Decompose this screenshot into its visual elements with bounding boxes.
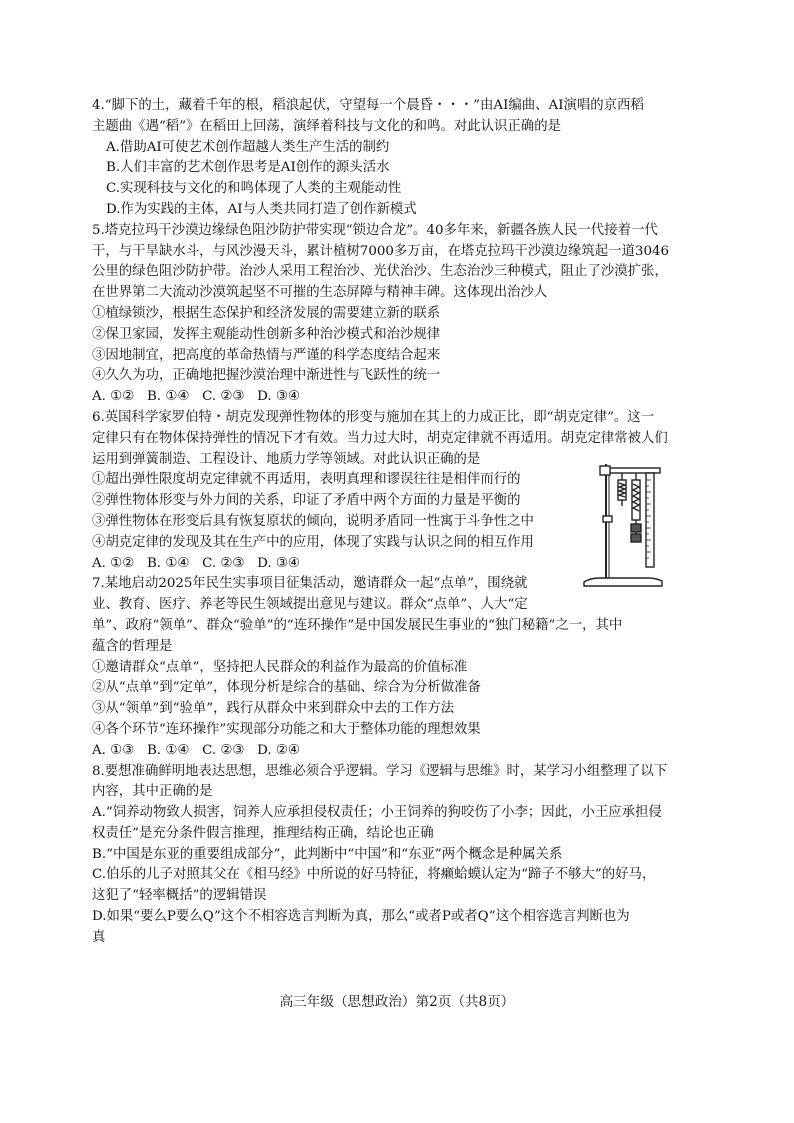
q7-item-4: ④各个环节“连环操作”实现部分功能之和大于整体功能的理想效果 [92,721,481,737]
q4-option-b: B.人们丰富的艺术创作思考是AI创作的源头活水 [106,160,390,176]
q7-item-1: ①邀请群众“点单”，坚持把人民群众的利益作为最高的价值标准 [92,659,468,675]
q5-item-2: ②保卫家园，发挥主观能动性创新多种治沙模式和治沙规律 [92,326,441,342]
q6-stem-line-2: 定律只有在物体保持弹性的情况下才有效。当力过大时，胡克定律就不再适用。胡克定律常被人们 [92,430,668,446]
q4-option-a: A.借助AI可使艺术创作超越人类生产生活的制约 [106,139,390,155]
q8-stem-line-2: 内容，其中正确的是 [92,784,213,800]
page-footer: 高三年级（思想政治）第2页（共8页） [279,994,515,1010]
q6-item-1: ①超出弹性限度胡克定律就不再适用，表明真理和谬误往往是相伴而行的 [92,472,521,488]
q8-line-2: 权责任”是充分条件假言推理，推理结构正确，结论也正确 [92,825,434,841]
q7-item-2: ②从“点单”到“定单”，体现分析是综合的基础、综合为分析做准备 [92,680,481,696]
q8-stem-line-1: 8.要想准确鲜明地表达思想，思维必须合乎逻辑。学习《逻辑与思维》时，某学习小组整理了以下 [92,763,668,779]
q7-answers: A. ①③ B. ①④ C. ②③ D. ②④ [92,742,300,758]
q8-line-1: A.“饲养动物致人损害，饲养人应承担侵权责任；小王饲养的狗咬伤了小李；因此，小王应承担侵 [92,805,662,821]
q6-stem-line-3: 运用到弹簧制造、工程设计、地质力学等领域。对此认识正确的是 [92,451,481,467]
q8-line-4: C.伯乐的儿子对照其父在《相马经》中所说的好马特征，将癞蛤蟆认定为“蹄子不够大”的好马， [92,867,656,883]
q4-option-d: D.作为实践的主体，AI与人类共同打造了创作新模式 [106,201,417,217]
q6-item-4: ④胡克定律的发现及其在生产中的应用，体现了实践与认识之间的相互作用 [92,534,534,550]
q7-item-3: ③从“领单”到“验单”，践行从群众中来到群众中去的工作方法 [92,701,455,717]
question-8 [92,762,712,949]
q4-stem-line-2: 主题曲《遇“稻”》在稻田上回荡，演绎着科技与文化的和鸣。对此认识正确的是 [92,118,561,134]
q5-item-1: ①植绿锁沙，根据生态保护和经济发展的需要建立新的联系 [92,305,441,321]
q7-stem-line-2: 业、教育、医疗、养老等民生领域提出意见与建议。群众“点单”、人大“定 [92,597,528,613]
q6-answers: A. ①② B. ①④ C. ②③ D. ③④ [92,555,300,571]
question-4 [92,96,712,221]
q5-stem-line-2: 干，与干旱缺水斗，与风沙漫天斗，累计植树7000多万亩，在塔克拉玛干沙漠边缘筑起一道3046 [92,243,669,259]
q4-option-c: C.实现科技与文化的和鸣体现了人类的主观能动性 [106,181,402,197]
question-5 [92,221,712,408]
q8-line-7: 真 [92,929,106,945]
q7-stem-line-1: 7.某地启动2025年民生实事项目征集活动，邀请群众一起“点单”，围绕就 [92,576,528,592]
q7-stem-line-4: 蕴含的哲理是 [92,638,173,654]
q5-stem-line-3: 公里的绿色阻沙防护带。治沙人采用工程治沙、光伏治沙、生态治沙三种模式，阻止了沙漠扩张， [92,264,668,280]
q7-stem-line-3: 单”、政府“领单”、群众“验单”的“连环操作”是中国发展民生事业的“独门秘籍”之一，其中 [92,617,623,633]
q6-item-3: ③弹性物体在形变后具有恢复原状的倾向，说明矛盾同一性寓于斗争性之中 [92,513,534,529]
spring-apparatus-figure [578,460,668,594]
q5-stem-line-1: 5.塔克拉玛干沙漠边缘绿色阻沙防护带实现“锁边合龙”。40多年来，新疆各族人民一代接着一代 [92,222,658,238]
q8-line-5: 这犯了“轻率概括”的逻辑错误 [92,888,267,904]
question-7 [92,574,712,761]
q4-stem-line-1: 4.“脚下的土，藏着千年的根，稻浪起伏，守望每一个晨昏・・・”由AI编曲、AI演唱的京西稻 [92,98,644,113]
q8-line-6: D.如果“要么P要么Q”这个不相容选言判断为真，那么“或者P或者Q”这个相容选言判断也为 [92,909,630,925]
q5-answers: A. ①② B. ①④ C. ②③ D. ③④ [92,389,300,405]
q6-stem-line-1: 6.英国科学家罗伯特・胡克发现弹性物体的形变与施加在其上的力成正比，即“胡克定律”。这一 [92,409,655,425]
q6-item-2: ②弹性物体形变与外力间的关系，印证了矛盾中两个方面的力量是平衡的 [92,493,521,509]
q8-line-3: B.“中国是东亚的重要组成部分”，此判断中“中国”和“东亚”两个概念是种属关系 [92,846,563,862]
q5-item-3: ③因地制宜，把高度的革命热情与严谨的科学态度结合起来 [92,347,441,363]
q5-stem-line-4: 在世界第二大流动沙漠筑起坚不可摧的生态屏障与精神丰碑。这体现出治沙人 [92,285,548,301]
q5-item-4: ④久久为功，正确地把握沙漠治理中渐进性与飞跃性的统一 [92,368,441,384]
